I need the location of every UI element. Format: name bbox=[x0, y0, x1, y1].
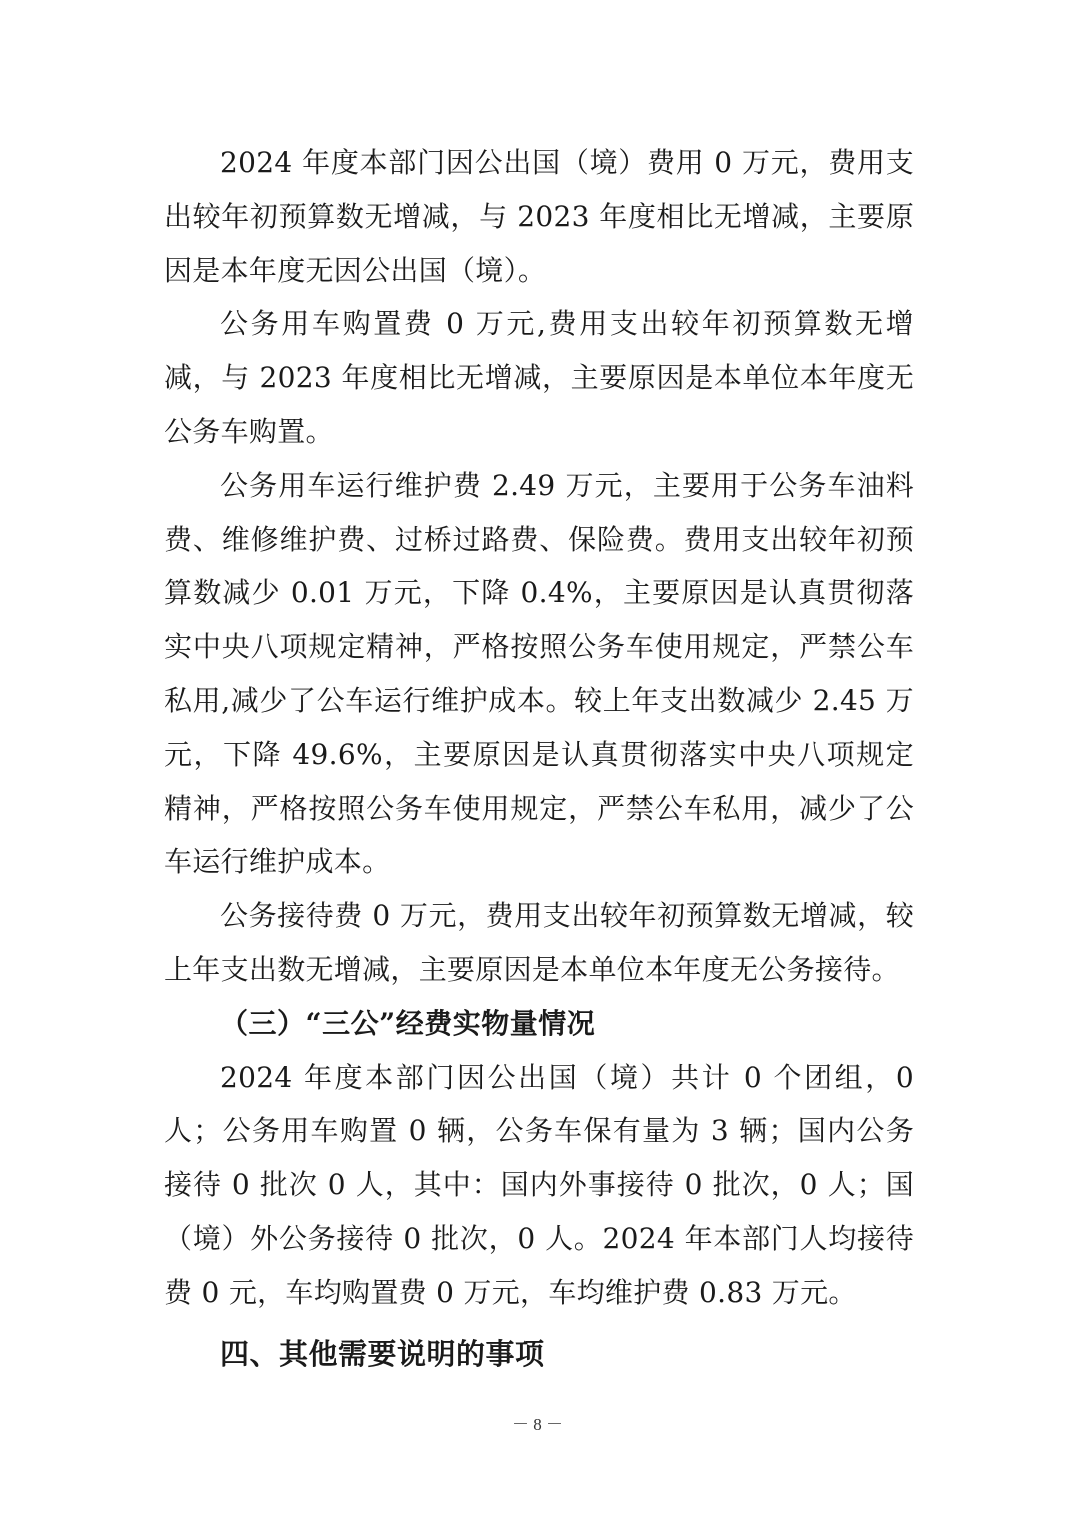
document-body bbox=[164, 136, 914, 1382]
paragraph-overseas-travel-cost: 2024 年度本部门因公出国（境）费用 0 万元，费用支出较年初预算数无增减，与 2023 年度相比无增减，主要原因是本年度无因公出国（境）。 bbox=[164, 146, 914, 287]
page-number: － 8 － bbox=[512, 1415, 563, 1434]
section-heading-other-matters: 四、其他需要说明的事项 bbox=[220, 1336, 545, 1371]
paragraph-reception-cost: 公务接待费 0 万元，费用支出较年初预算数无增减，较上年支出数无增减，主要原因是本单位本年度无公务接待。 bbox=[164, 899, 914, 986]
paragraph-vehicle-maintenance-cost: 公务用车运行维护费 2.49 万元，主要用于公务车油料费、维修维护费、过桥过路费、保险费。费用支出较年初预算数减少 0.01 万元，下降 0.4%，主要原因是认真贯彻落实中央八项规定精神，严格按照公务车使用规定，严禁公车私用,减少了公车运行维护成本。较上年支出数减少 2.45 万元，下降 49.6%，主要原因是认真贯彻落实中央八项规定精神，严格按照公务车使用规定，严禁公车私用，减少了公车运行维护成本。 bbox=[164, 468, 914, 879]
paragraph-physical-quantity: 2024 年度本部门因公出国（境）共计 0 个团组，0 人；公务用车购置 0 辆，公务车保有量为 3 辆；国内公务接待 0 批次 0 人，其中：国内外事接待 0 批次，0 人；国（境）外公务接待 0 批次，0 人。2024 年本部门人均接待费 0 元，车均购置费 0 万元，车均维护费 0.83 万元。 bbox=[164, 1060, 914, 1309]
paragraph-vehicle-purchase-cost: 公务用车购置费 0 万元,费用支出较年初预算数无增减，与 2023 年度相比无增减，主要原因是本单位本年度无公务车购置。 bbox=[164, 307, 914, 448]
subheading-physical-quantity: （三）“三公”经费实物量情况 bbox=[220, 1006, 596, 1040]
